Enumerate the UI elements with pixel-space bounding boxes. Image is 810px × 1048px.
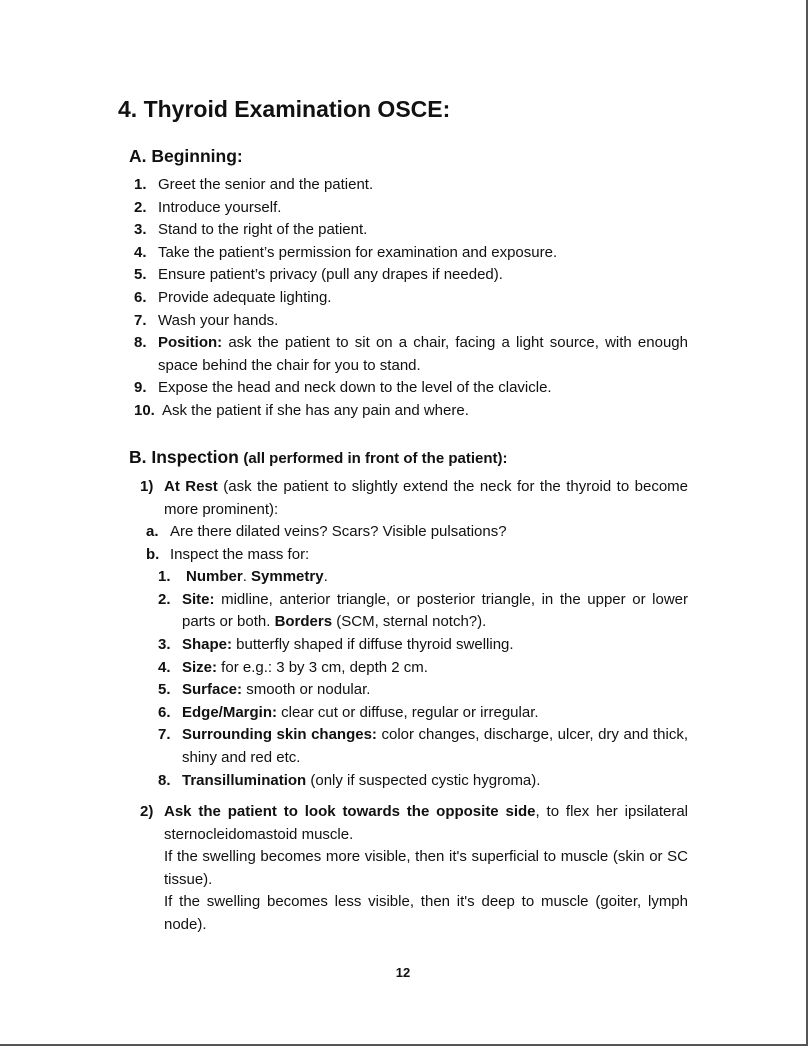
section-b-title: B. Inspection [129,447,239,467]
item-number: 6. [158,703,171,721]
list-item: 6. Edge/Margin: clear cut or diffuse, regular or irregular. [158,702,539,725]
item-bold-label: Number [186,568,243,586]
item-bold-label: Ask the patient to look towards the opposite side [164,803,536,820]
item-number: 3. [158,636,171,653]
item-bold-label: Symmetry [251,568,324,586]
item-text: Ensure patient’s privacy (pull any drapes if needed). [158,266,503,284]
paragraph: If the swelling becomes less visible, then it's deep to muscle (goiter, lymph node). [164,893,688,933]
item-bold-label: Surrounding skin changes: [182,726,377,744]
page-title: 4. Thyroid Examination OSCE: [118,96,451,122]
item-number: 3. [134,221,147,239]
item-number: 7. [158,726,171,744]
list-item: 7. Surrounding skin changes: color changes, discharge, ulcer, dry and thick, shiny and red etc. [158,724,688,769]
item-text: Expose the head and neck down to the level of the clavicle. [158,379,552,397]
item-number: 1. [158,568,171,586]
item-number: 2. [134,198,147,216]
list-item [134,242,557,265]
item-text: ask the patient to sit on a chair, facing a light source, with enough space behind the chair for you to stand. [158,334,688,374]
item-text: Inspect the mass for: [170,545,310,563]
item-bold-label: Size: [182,658,218,676]
item-number: 8. [158,771,171,789]
item-letter: a. [146,523,159,540]
item-text: (ask the patient to slightly extend the neck for the thyroid to become more prominent): [164,478,688,518]
item-text: Wash your hands. [158,311,279,329]
list-item: 3. Shape: butterfly shaped if diffuse thyroid swelling. [158,634,514,657]
item-number: 4. [158,658,171,676]
item-number: 5. [158,681,171,699]
list-item [134,174,373,197]
list-item [134,377,552,400]
list-item [134,400,469,423]
item-number: 6. [134,289,147,306]
item-text: Introduce yourself. [158,198,282,216]
item-number: 2) [140,803,154,820]
list-item: 2. Site: midline, anterior triangle, or posterior triangle, in the upper or lower parts or both. Borders (SCM, sternal notch?). [158,589,688,634]
item-number: 10. [134,402,155,419]
item-text: Stand to the right of the patient. [158,221,368,239]
list-item [134,264,503,287]
item-bold-label: Edge/Margin: [182,703,278,721]
item-bold-label: Position: [158,334,223,352]
list-item [146,521,507,544]
list-item [134,287,331,310]
item-text: Provide adequate lighting. [158,289,332,306]
section-a-heading: A. Beginning: [129,146,243,166]
section-b-note: (all performed in front of the patient): [243,450,508,467]
item-bold-label: Borders [274,613,333,631]
item-number: 8. [134,334,147,352]
list-item [134,310,278,333]
section-b-heading [129,447,507,468]
list-item: 8. Transillumination (only if suspected cystic hygroma). [158,770,540,793]
paragraph: If the swelling becomes more visible, then it's superficial to muscle (skin or SC tissue). [164,848,688,888]
list-item [140,476,688,521]
list-item: 4. Size: for e.g.: 3 by 3 cm, depth 2 cm. [158,657,428,680]
item-bold-label: Transillumination [182,771,307,789]
list-item [146,544,309,567]
list-item [134,219,367,242]
list-item: 5. Surface: smooth or nodular. [158,679,370,702]
item-number: 2. [158,590,171,608]
item-number: 4. [134,243,147,261]
item-number: 9. [134,379,147,397]
page-number: 12 [395,965,411,980]
list-item: 2) Ask the patient to look towards the opposite side, to flex her ipsilateral sternocleidomastoid muscle. If the swelling becomes more visible, then it's superficial to muscle (skin or SC tissue). If the swelling becomes less visible, then it's deep to muscle (goiter, lymph node). [140,801,688,937]
list-item [134,332,688,377]
item-text: Ask the patient if she has any pain and where. [162,402,469,419]
item-number: 5. [134,266,147,284]
item-text: Are there dilated veins? Scars? Visible pulsations? [170,523,507,540]
item-bold-label: At Rest [164,478,218,495]
item-number: 7. [134,311,147,329]
list-item [134,197,281,220]
item-bold-label: Site: [182,590,215,608]
item-letter: b. [146,545,160,563]
item-bold-label: Shape: [182,636,233,653]
item-bold-label: Surface: [182,681,243,699]
item-text: Greet the senior and the patient. [158,176,374,193]
item-number: 1. [134,176,147,193]
item-number: 1) [140,478,154,495]
item-text: Take the patient’s permission for examination and exposure. [158,243,558,261]
list-item: 1. Number. Symmetry. [158,566,328,589]
